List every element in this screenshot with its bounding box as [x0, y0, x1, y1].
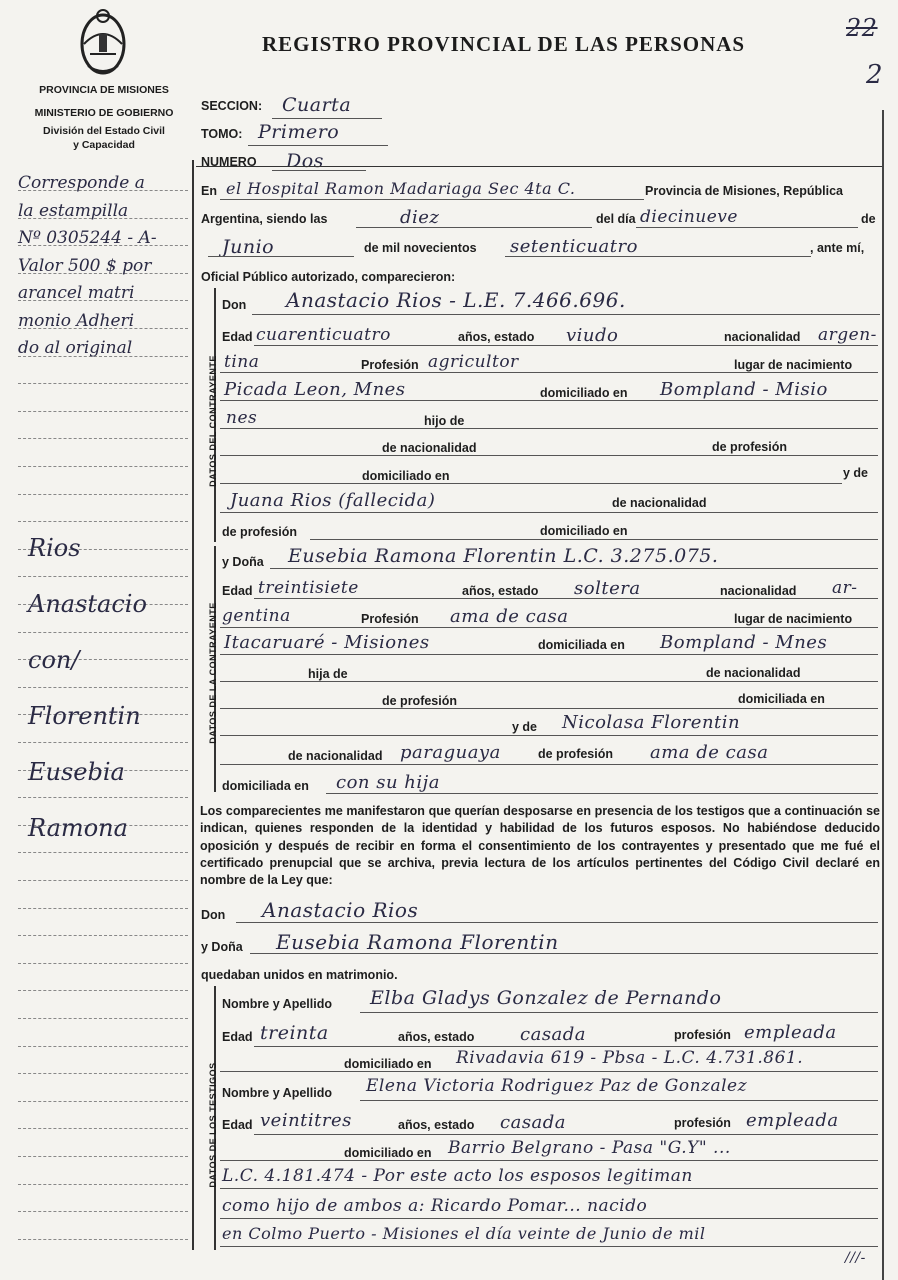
t2-profesion: empleada [746, 1110, 839, 1131]
side-label-contrayente: DATOS DEL CONTRAYENTE [208, 355, 218, 487]
oficial-label: Oficial Público autorizado, comparecieron: [201, 270, 456, 284]
lugar-nacimiento-label-2: lugar de nacimiento [734, 612, 853, 626]
t1-edad: treinta [260, 1022, 329, 1044]
t2-nombre: Elena Victoria Rodriguez Paz de Gonzalez [366, 1076, 748, 1096]
side-label-contrayenta: DATOS DE LA CONTRAYENTE [208, 602, 218, 744]
anio-value: setenticuatro [510, 236, 638, 257]
left-margin-line [18, 1046, 188, 1047]
anios-label-2: años, estado [462, 584, 539, 598]
profesion-label-2: Profesión [361, 612, 419, 626]
left-margin-line [18, 466, 188, 467]
seccion-value: Cuarta [282, 94, 352, 116]
domiciliado-en-label: domiciliado en [362, 469, 450, 483]
seccion-label: SECCION: [201, 99, 263, 113]
page-number: 2 [866, 60, 884, 90]
left-margin-line [18, 990, 188, 991]
left-margin-line [18, 963, 188, 964]
numero-value: Dos [286, 150, 324, 172]
nacionalidad-label: nacionalidad [724, 330, 801, 344]
t2-nombre-label: Nombre y Apellido [222, 1086, 332, 1100]
note-line-3: en Colmo Puerto - Misiones el día veinte de Junio de mil [222, 1224, 706, 1243]
left-margin-line [18, 1184, 188, 1185]
header-ministry: MINISTERIO DE GOBIERNO [34, 107, 174, 119]
contrayenta-edad: treintisiete [258, 578, 359, 598]
argentina-label: Argentina, siendo las [201, 212, 328, 226]
t1-domicilio: Rivadavia 619 - Pbsa - L.C. 4.731.861. [456, 1048, 804, 1068]
page-number-struck: 22 [846, 14, 878, 42]
domiciliada-en-label: domiciliada en [738, 692, 825, 706]
contrayenta-profesion: ama de casa [450, 606, 569, 627]
left-margin-line [18, 935, 188, 936]
del-dia-label: del día [596, 212, 636, 226]
edad-label-2: Edad [222, 584, 253, 598]
contrayente-edad: cuarenticuatro [256, 325, 391, 345]
contrayente-nacionalidad: argen- [818, 325, 877, 345]
end-mark: ///- [845, 1250, 866, 1266]
y-de-label-2: y de [512, 720, 538, 734]
left-margin-line [18, 1211, 188, 1212]
t2-anios-label: años, estado [398, 1118, 475, 1132]
edad-label: Edad [222, 330, 253, 344]
contrayente-nacionalidad2: tina [224, 352, 260, 372]
t2-domicilio-label: domiciliado en [344, 1146, 432, 1160]
contrayente-madre: Juana Rios (fallecida) [230, 490, 436, 511]
contrayenta-nombre: Eusebia Ramona Florentin L.C. 3.275.075. [288, 545, 719, 567]
contrayente-profesion: agricultor [428, 352, 519, 372]
page-title: REGISTRO PROVINCIAL DE LAS PERSONAS [262, 32, 746, 56]
de-label: de [861, 212, 876, 226]
tomo-value: Primero [258, 121, 340, 143]
contrayente-domicilio: Bompland - Misio [660, 379, 828, 400]
declaration-paragraph: Los comparecientes me manifestaron que querían desposarse en presencia de los testigos que a continuación se indican, quienes responden de la identidad y habilidad de los futuros esposos. No habiéndose deducido oposición y después de recibir en forma el consentimiento de los contrayentes y presentado que me fué el certificado prenupcial que se archiva, previa lectura de los artículos pertinentes del Código Civil declaré en nombre de la Ley que: [200, 804, 880, 888]
right-border [882, 110, 884, 1280]
note-line-2: como hijo de ambos a: Ricardo Pomar... nacido [222, 1196, 648, 1216]
header-division2: y Capacidad [73, 139, 135, 151]
left-margin-line [18, 383, 188, 384]
t2-profesion-label: profesión [674, 1116, 731, 1130]
t2-estado: casada [500, 1112, 567, 1133]
contrayenta-madre-profesion: ama de casa [650, 742, 769, 763]
madre-domicilio-label: domiciliado en [540, 524, 628, 538]
contrayenta-estado: soltera [574, 578, 641, 599]
contrayenta-nacionalidad: ar- [832, 578, 858, 598]
dia-value: diecinueve [640, 207, 738, 227]
dona-label: y Doña [222, 555, 264, 569]
contrayente-nombre: Anastacio Rios - L.E. 7.466.696. [286, 288, 626, 312]
hijo-de-label: hijo de [424, 414, 465, 428]
t1-profesion: empleada [744, 1022, 837, 1043]
de-profesion-label: de profesión [712, 440, 788, 454]
y-de-label: y de [843, 466, 869, 480]
left-margin-line [18, 1239, 188, 1240]
contrayenta-nacionalidad2: gentina [222, 606, 291, 626]
mes-value: Junio [222, 236, 275, 258]
union-dona: Eusebia Ramona Florentin [276, 930, 559, 954]
left-margin-line [18, 438, 188, 439]
left-margin-rule [192, 160, 194, 1250]
left-margin-line [18, 1018, 188, 1019]
union-dona-label: y Doña [201, 940, 243, 954]
profesion-label: Profesión [361, 358, 419, 372]
contrayenta-madre-domicilio: con su hija [336, 772, 440, 793]
left-names: Rios Anastacio con/ Florentin Eusebia Ramona [28, 534, 147, 842]
left-stamp-note: Corresponde a la estampilla Nº 0305244 - A- Valor 500 $ por arancel matri monio Adheri do al original [18, 173, 157, 358]
left-margin-line [18, 1156, 188, 1157]
de-nacionalidad-label: de nacionalidad [382, 441, 477, 455]
de-profesion-label-2: de profesión [382, 694, 458, 708]
union-don: Anastacio Rios [262, 898, 419, 922]
madre2-nacionalidad-label: de nacionalidad [288, 749, 383, 763]
t1-anios-label: años, estado [398, 1030, 475, 1044]
note-line-1: L.C. 4.181.474 - Por este acto los esposos legitiman [222, 1166, 693, 1186]
side-label-testigos: DATOS DE LOS TESTIGOS [208, 1062, 218, 1188]
t1-estado: casada [520, 1024, 587, 1045]
domiciliada-label: domiciliada en [538, 638, 625, 652]
t1-domicilio-label: domiciliado en [344, 1057, 432, 1071]
contrayenta-madre-nacionalidad: paraguaya [400, 742, 501, 763]
header-province: PROVINCIA DE MISIONES [39, 84, 169, 96]
unidos-label: quedaban unidos en matrimonio. [201, 968, 398, 982]
header-division: División del Estado Civil [43, 125, 165, 137]
numero-label: NUMERO [201, 155, 257, 169]
t1-nombre-label: Nombre y Apellido [222, 997, 332, 1011]
left-margin-line [18, 908, 188, 909]
left-margin-line [18, 880, 188, 881]
madre2-profesion-label: de profesión [538, 747, 614, 761]
union-don-label: Don [201, 908, 226, 922]
t2-edad: veintitres [260, 1110, 352, 1131]
t1-nombre: Elba Gladys Gonzalez de Pernando [370, 987, 722, 1009]
lugar-value: el Hospital Ramon Madariaga Sec 4ta C. [226, 179, 576, 198]
contrayenta-domicilio: Bompland - Mnes [660, 632, 828, 653]
lugar-nacimiento-label: lugar de nacimiento [734, 358, 853, 372]
tomo-label: TOMO: [201, 127, 243, 141]
provincia-label: Provincia de Misiones, República [645, 184, 843, 198]
contrayente-domicilio2: nes [226, 408, 258, 428]
left-margin-line [18, 494, 188, 495]
mil-label: de mil novecientos [364, 241, 477, 255]
t1-profesion-label: profesión [674, 1028, 731, 1042]
left-margin-line [18, 1073, 188, 1074]
coat-of-arms-icon [76, 4, 130, 78]
ante-label: , ante mí, [810, 241, 865, 255]
madre-profesion-label: de profesión [222, 525, 298, 539]
contrayente-lugar-nac: Picada Leon, Mnes [224, 379, 406, 400]
contrayenta-madre: Nicolasa Florentin [562, 712, 741, 733]
t2-domicilio: Barrio Belgrano - Pasa "G.Y" ... [448, 1138, 731, 1158]
left-margin-line [18, 1101, 188, 1102]
left-margin-line [18, 411, 188, 412]
domiciliado-label: domiciliado en [540, 386, 628, 400]
t1-edad-label: Edad [222, 1030, 253, 1044]
don-label: Don [222, 298, 247, 312]
hija-de-label: hija de [308, 667, 348, 681]
left-margin-line [18, 1128, 188, 1129]
contrayenta-lugar-nac: Itacaruaré - Misiones [224, 632, 430, 653]
madre2-domicilio-label: domiciliada en [222, 779, 309, 793]
de-nacionalidad-label-2: de nacionalidad [706, 666, 801, 680]
anios-label: años, estado [458, 330, 535, 344]
en-label: En [201, 184, 217, 198]
t2-edad-label: Edad [222, 1118, 253, 1132]
hora-value: diez [400, 207, 440, 228]
madre-nacionalidad-label: de nacionalidad [612, 496, 707, 510]
contrayente-estado: viudo [566, 325, 619, 346]
nacionalidad-label-2: nacionalidad [720, 584, 797, 598]
